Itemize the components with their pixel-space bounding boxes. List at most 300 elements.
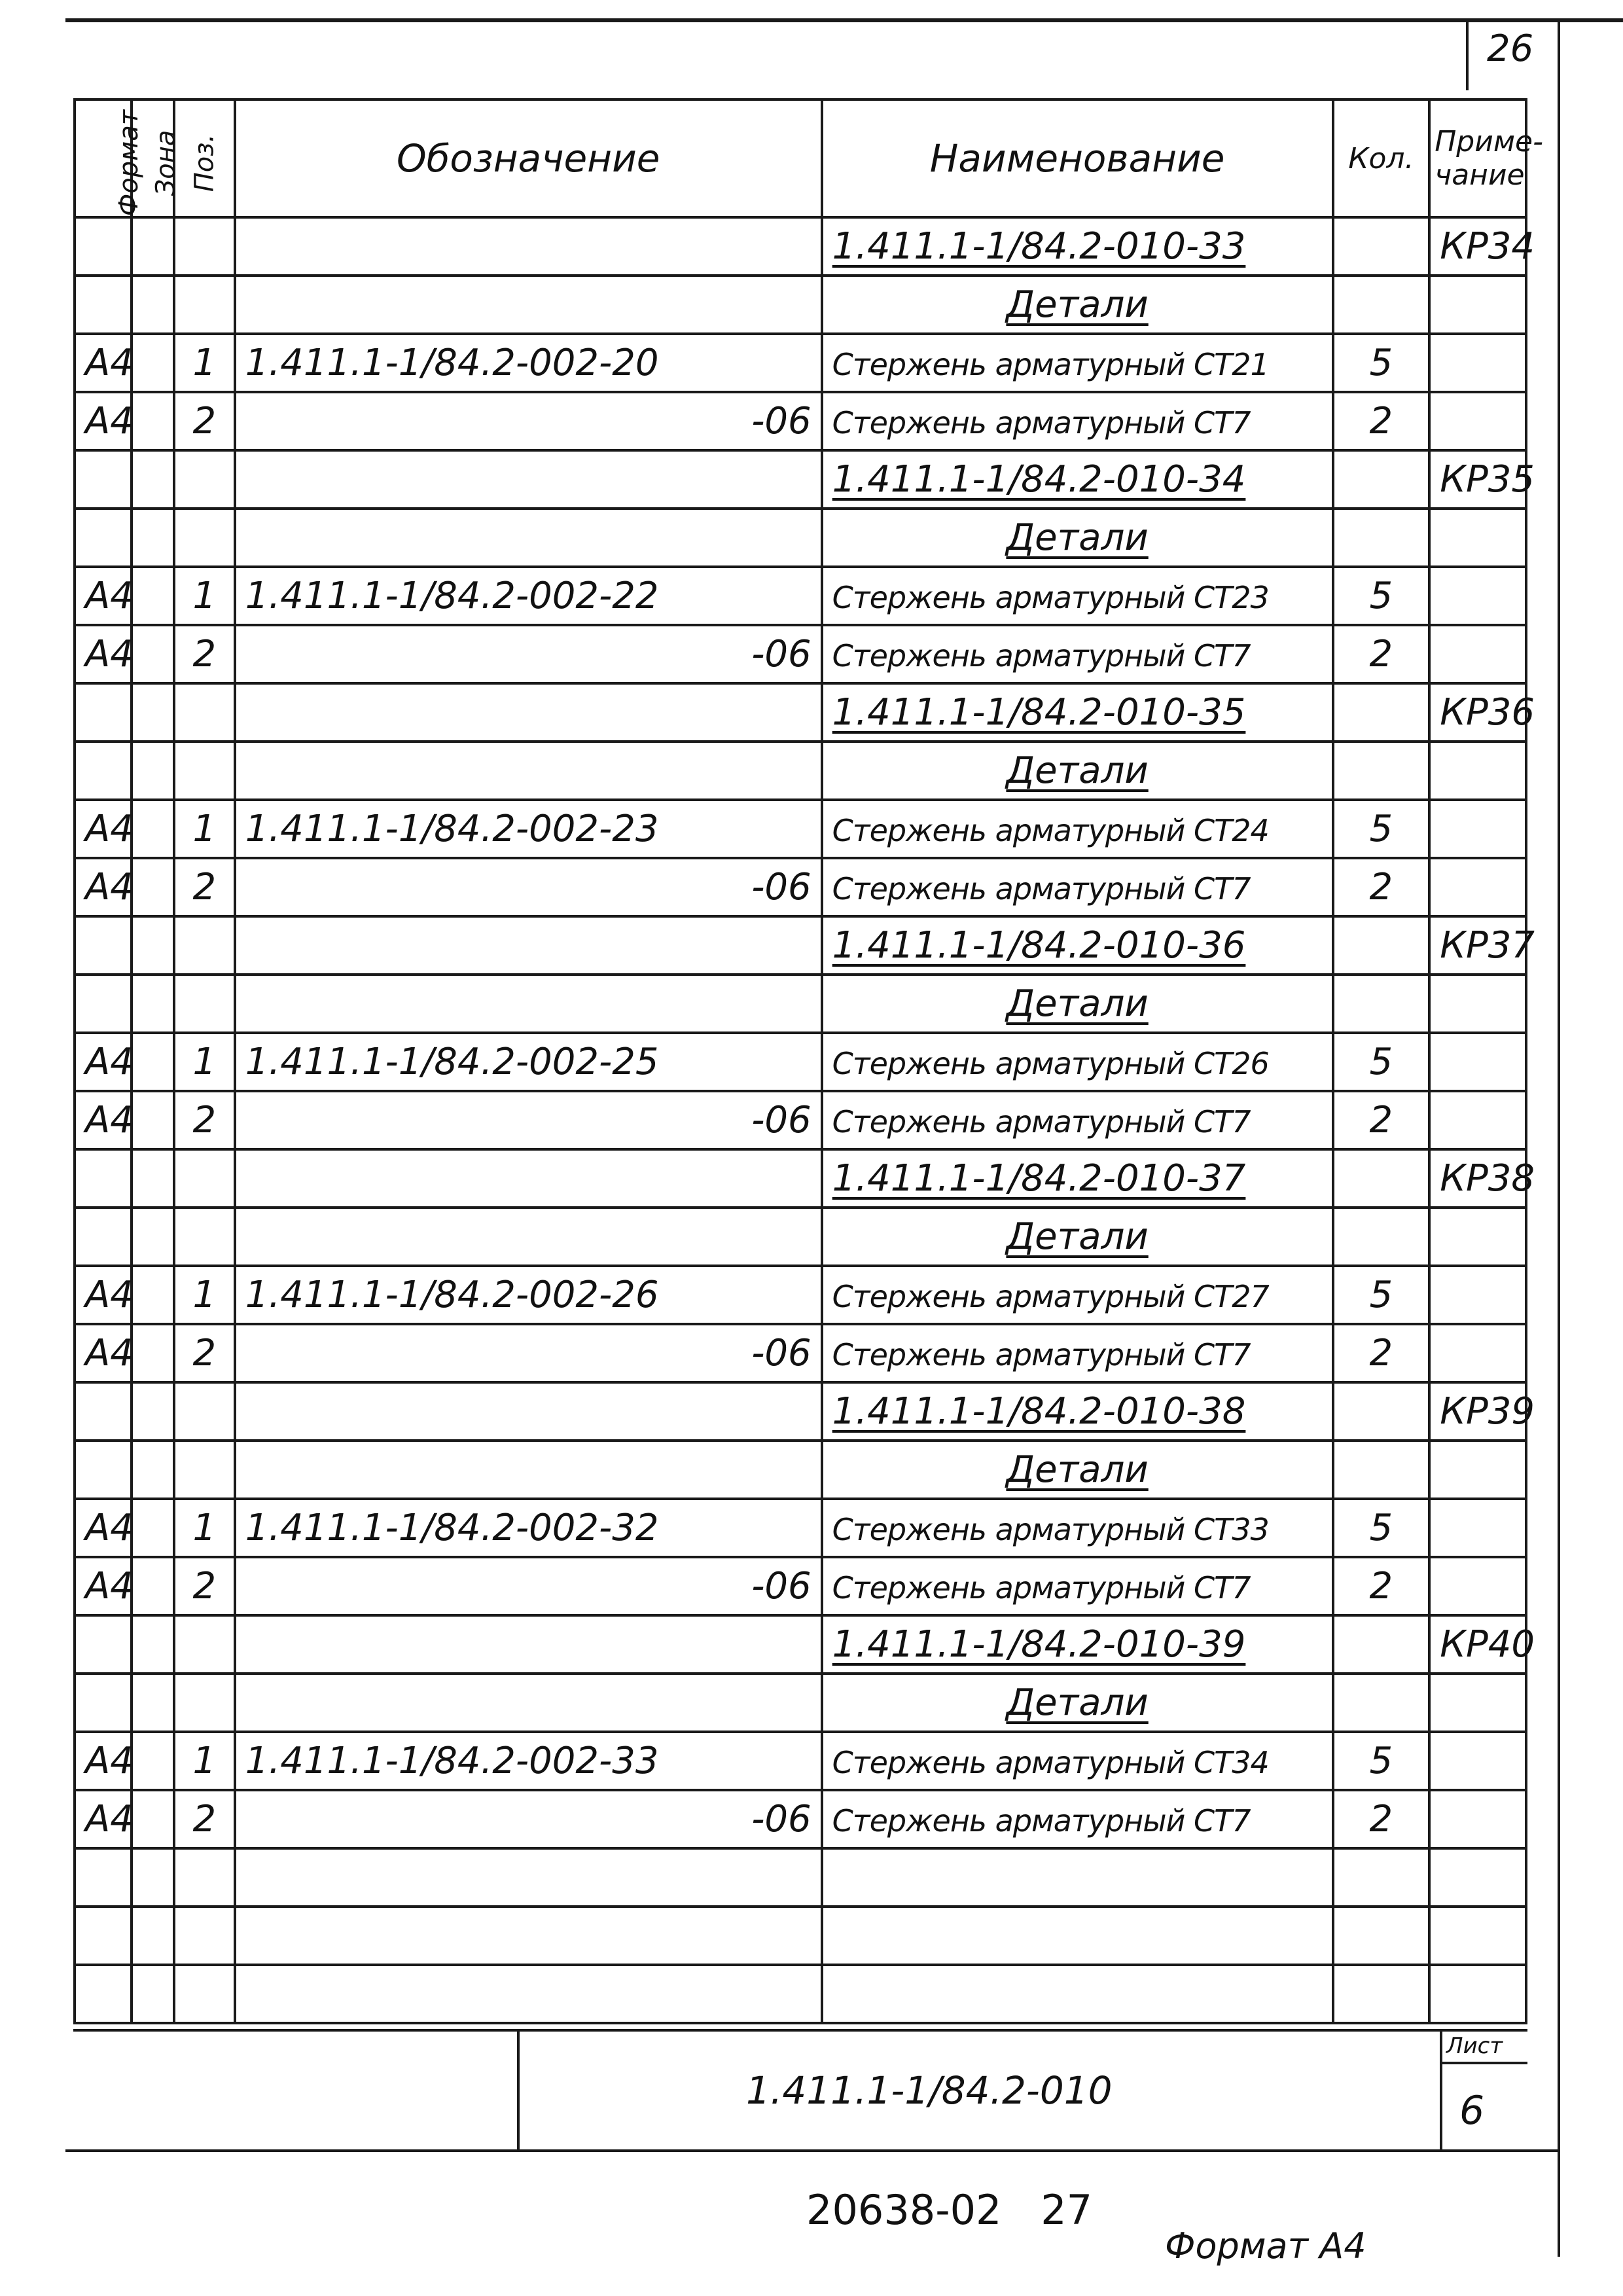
cell-name (822, 975, 1333, 1033)
cell-note (1429, 334, 1526, 392)
cell-note (1429, 1324, 1526, 1382)
cell-qty (1333, 509, 1430, 567)
cell-qty (1333, 1441, 1430, 1499)
item-name: Стержень арматурный СТ21 (832, 347, 1269, 382)
cell-note (1429, 276, 1526, 334)
document-reference: 1.411.1-1/84.2-010-35 (832, 691, 1246, 734)
title-block-sheet-label: Лист (1446, 2033, 1503, 2059)
cell-designation (235, 975, 822, 1033)
table-row (75, 858, 1526, 916)
table-row (75, 1848, 1526, 1907)
header-note: Приме-чание (1429, 99, 1526, 217)
table-row (75, 1324, 1526, 1382)
cell-designation (235, 1848, 822, 1907)
cell-zone (132, 1324, 174, 1382)
cell-format: А4 (75, 392, 132, 450)
cell-pos (174, 1382, 235, 1441)
item-name: Стержень арматурный СТ7 (832, 1337, 1251, 1372)
cell-name (822, 276, 1333, 334)
cell-qty: 5 (1333, 1732, 1430, 1790)
cell-format (75, 683, 132, 742)
table-row (75, 1674, 1526, 1732)
cell-pos: 1 (174, 1732, 235, 1790)
cell-note (1429, 1091, 1526, 1149)
cell-format: А4 (75, 567, 132, 625)
cell-note (1429, 1557, 1526, 1615)
cell-note (1429, 858, 1526, 916)
cell-qty: 2 (1333, 858, 1430, 916)
cell-name (822, 800, 1333, 858)
cell-zone (132, 450, 174, 509)
cell-zone (132, 1266, 174, 1324)
item-name: Стержень арматурный СТ7 (832, 1570, 1251, 1605)
cell-format (75, 509, 132, 567)
cell-zone (132, 1790, 174, 1848)
cell-designation (235, 683, 822, 742)
table-row (75, 217, 1526, 276)
cell-format (75, 1615, 132, 1674)
cell-note (1429, 625, 1526, 683)
cell-zone (132, 217, 174, 276)
table-row (75, 1499, 1526, 1557)
cell-designation: 1.411.1-1/84.2-002-25 (235, 1033, 822, 1091)
table-row (75, 1208, 1526, 1266)
cell-pos (174, 1965, 235, 2023)
table-row (75, 1790, 1526, 1848)
cell-format: А4 (75, 1266, 132, 1324)
cell-pos (174, 217, 235, 276)
cell-name (822, 1732, 1333, 1790)
title-block-sheet-number: 6 (1459, 2088, 1485, 2134)
cell-zone (132, 1732, 174, 1790)
cell-note: КР34 (1429, 217, 1526, 276)
table-row (75, 742, 1526, 800)
table-row (75, 1907, 1526, 1965)
cell-format (75, 276, 132, 334)
cell-designation (235, 1149, 822, 1208)
cell-format: А4 (75, 625, 132, 683)
table-row (75, 1732, 1526, 1790)
cell-pos: 2 (174, 1324, 235, 1382)
cell-qty: 2 (1333, 625, 1430, 683)
cell-qty (1333, 1848, 1430, 1907)
item-name: Стержень арматурный СТ34 (832, 1745, 1269, 1780)
header-designation: Обозначение (235, 99, 822, 217)
cell-format (75, 1149, 132, 1208)
cell-pos: 1 (174, 1266, 235, 1324)
title-block-sheet-divider (1440, 2029, 1442, 2149)
table-row (75, 1149, 1526, 1208)
cell-name (822, 625, 1333, 683)
cell-designation (235, 1965, 822, 2023)
section-heading: Детали (1006, 982, 1149, 1025)
page-number-box-left (1466, 18, 1469, 90)
section-heading: Детали (1006, 283, 1149, 326)
item-name: Стержень арматурный СТ23 (832, 580, 1269, 615)
cell-qty: 2 (1333, 1324, 1430, 1382)
cell-format (75, 1382, 132, 1441)
cell-note (1429, 567, 1526, 625)
cell-note: КР36 (1429, 683, 1526, 742)
cell-qty (1333, 1907, 1430, 1965)
cell-zone (132, 1557, 174, 1615)
cell-designation (235, 217, 822, 276)
cell-name (822, 1149, 1333, 1208)
cell-note: КР39 (1429, 1382, 1526, 1441)
cell-name (822, 1208, 1333, 1266)
cell-qty (1333, 916, 1430, 975)
cell-format: А4 (75, 800, 132, 858)
item-name: Стержень арматурный СТ26 (832, 1046, 1269, 1081)
cell-zone (132, 1382, 174, 1441)
cell-name (822, 334, 1333, 392)
cell-pos: 2 (174, 625, 235, 683)
header-qty: Кол. (1333, 99, 1430, 217)
cell-zone (132, 334, 174, 392)
table-row (75, 392, 1526, 450)
cell-name (822, 1382, 1333, 1441)
cell-name (822, 567, 1333, 625)
cell-zone (132, 1441, 174, 1499)
cell-zone (132, 742, 174, 800)
cell-note (1429, 1848, 1526, 1907)
cell-zone (132, 858, 174, 916)
cell-format (75, 1848, 132, 1907)
cell-designation: -06 (235, 1557, 822, 1615)
cell-zone (132, 916, 174, 975)
cell-note: КР35 (1429, 450, 1526, 509)
cell-name (822, 450, 1333, 509)
cell-zone (132, 276, 174, 334)
cell-designation (235, 276, 822, 334)
cell-name (822, 916, 1333, 975)
cell-zone (132, 1149, 174, 1208)
item-name: Стержень арматурный СТ27 (832, 1279, 1269, 1314)
cell-note (1429, 975, 1526, 1033)
cell-designation: 1.411.1-1/84.2-002-20 (235, 334, 822, 392)
table-row (75, 450, 1526, 509)
cell-qty: 2 (1333, 1557, 1430, 1615)
section-heading: Детали (1006, 1681, 1149, 1724)
cell-qty (1333, 1965, 1430, 2023)
title-block-top-line (73, 2029, 1527, 2032)
table-row (75, 1033, 1526, 1091)
cell-designation: -06 (235, 1324, 822, 1382)
cell-pos: 2 (174, 1557, 235, 1615)
cell-name (822, 742, 1333, 800)
item-name: Стержень арматурный СТ24 (832, 813, 1269, 848)
cell-note (1429, 509, 1526, 567)
cell-note (1429, 1790, 1526, 1848)
document-reference: 1.411.1-1/84.2-010-33 (832, 225, 1246, 268)
item-name: Стержень арматурный СТ7 (832, 1104, 1251, 1139)
cell-format: А4 (75, 1557, 132, 1615)
cell-pos (174, 1208, 235, 1266)
cell-designation: -06 (235, 392, 822, 450)
table-row (75, 567, 1526, 625)
cell-qty (1333, 1149, 1430, 1208)
cell-format: А4 (75, 1732, 132, 1790)
cell-note (1429, 392, 1526, 450)
cell-note (1429, 1441, 1526, 1499)
cell-note (1429, 800, 1526, 858)
cell-note (1429, 742, 1526, 800)
cell-note (1429, 1732, 1526, 1790)
cell-name (822, 1848, 1333, 1907)
cell-pos: 1 (174, 1499, 235, 1557)
cell-name (822, 1091, 1333, 1149)
cell-zone (132, 567, 174, 625)
cell-qty (1333, 975, 1430, 1033)
specification-body (75, 217, 1535, 2023)
cell-pos: 2 (174, 392, 235, 450)
document-reference: 1.411.1-1/84.2-010-39 (832, 1623, 1246, 1666)
top-frame-line (65, 18, 1623, 22)
cell-note: КР37 (1429, 916, 1526, 975)
section-heading: Детали (1006, 749, 1149, 792)
cell-qty (1333, 1674, 1430, 1732)
cell-pos (174, 1615, 235, 1674)
cell-name (822, 392, 1333, 450)
cell-qty: 2 (1333, 1790, 1430, 1848)
table-row (75, 1557, 1526, 1615)
cell-name (822, 1499, 1333, 1557)
cell-designation (235, 1382, 822, 1441)
cell-designation (235, 450, 822, 509)
cell-format (75, 1907, 132, 1965)
cell-format: А4 (75, 1790, 132, 1848)
archive-code: 20638-02 27 (806, 2186, 1093, 2234)
cell-qty: 5 (1333, 567, 1430, 625)
cell-designation (235, 1674, 822, 1732)
cell-designation: -06 (235, 858, 822, 916)
cell-zone (132, 1615, 174, 1674)
cell-pos: 1 (174, 800, 235, 858)
cell-note (1429, 1674, 1526, 1732)
cell-name (822, 683, 1333, 742)
cell-designation: -06 (235, 1790, 822, 1848)
cell-qty (1333, 1615, 1430, 1674)
cell-designation: -06 (235, 1091, 822, 1149)
cell-qty: 2 (1333, 392, 1430, 450)
cell-zone (132, 1674, 174, 1732)
footer-format: Формат А4 (1165, 2225, 1366, 2267)
cell-pos (174, 742, 235, 800)
cell-zone (132, 800, 174, 858)
cell-note (1429, 1499, 1526, 1557)
cell-qty: 2 (1333, 1091, 1430, 1149)
header-format: Формат (75, 99, 132, 217)
cell-name (822, 1790, 1333, 1848)
header-pos: Поз. (174, 99, 235, 217)
table-row (75, 625, 1526, 683)
table-row (75, 1266, 1526, 1324)
cell-pos (174, 276, 235, 334)
cell-note (1429, 1208, 1526, 1266)
cell-designation: 1.411.1-1/84.2-002-26 (235, 1266, 822, 1324)
cell-zone (132, 1033, 174, 1091)
cell-pos (174, 1674, 235, 1732)
cell-pos (174, 509, 235, 567)
table-row (75, 1615, 1526, 1674)
cell-pos (174, 450, 235, 509)
cell-name (822, 1615, 1333, 1674)
cell-designation: 1.411.1-1/84.2-002-23 (235, 800, 822, 858)
cell-designation (235, 1615, 822, 1674)
cell-designation: 1.411.1-1/84.2-002-22 (235, 567, 822, 625)
item-name: Стержень арматурный СТ7 (832, 1803, 1251, 1839)
header-zone: Зона (132, 99, 174, 217)
cell-qty (1333, 450, 1430, 509)
cell-note: КР40 (1429, 1615, 1526, 1674)
cell-format: А4 (75, 1324, 132, 1382)
cell-qty: 5 (1333, 1499, 1430, 1557)
cell-zone (132, 683, 174, 742)
table-row (75, 276, 1526, 334)
cell-designation: -06 (235, 625, 822, 683)
cell-name (822, 1266, 1333, 1324)
table-row (75, 1441, 1526, 1499)
cell-name (822, 1557, 1333, 1615)
title-block-sheet-label-line (1440, 2062, 1527, 2064)
cell-format (75, 742, 132, 800)
specification-table (73, 98, 1543, 2024)
item-name: Стержень арматурный СТ7 (832, 638, 1251, 673)
item-name: Стержень арматурный СТ7 (832, 405, 1251, 440)
header-name: Наименование (822, 99, 1333, 217)
table-row (75, 683, 1526, 742)
cell-format (75, 1965, 132, 2023)
cell-zone (132, 1499, 174, 1557)
section-heading: Детали (1006, 1215, 1149, 1258)
table-row (75, 1091, 1526, 1149)
cell-format: А4 (75, 1091, 132, 1149)
cell-qty (1333, 217, 1430, 276)
cell-note: КР38 (1429, 1149, 1526, 1208)
cell-name (822, 858, 1333, 916)
cell-designation (235, 916, 822, 975)
cell-designation: 1.411.1-1/84.2-002-32 (235, 1499, 822, 1557)
cell-name (822, 1907, 1333, 1965)
cell-qty (1333, 1208, 1430, 1266)
cell-pos: 2 (174, 858, 235, 916)
cell-zone (132, 1965, 174, 2023)
cell-format (75, 916, 132, 975)
cell-format: А4 (75, 858, 132, 916)
cell-format (75, 1441, 132, 1499)
cell-note (1429, 1033, 1526, 1091)
item-name: Стержень арматурный СТ33 (832, 1512, 1269, 1547)
cell-designation (235, 509, 822, 567)
cell-name (822, 1324, 1333, 1382)
section-heading: Детали (1006, 1448, 1149, 1491)
cell-zone (132, 509, 174, 567)
cell-note (1429, 1266, 1526, 1324)
cell-zone (132, 1091, 174, 1149)
right-frame-line (1558, 18, 1560, 2257)
cell-format (75, 450, 132, 509)
cell-name (822, 1965, 1333, 2023)
table-row (75, 334, 1526, 392)
cell-name (822, 1441, 1333, 1499)
cell-note (1429, 1907, 1526, 1965)
cell-zone (132, 392, 174, 450)
cell-pos (174, 975, 235, 1033)
cell-designation (235, 1907, 822, 1965)
cell-name (822, 1674, 1333, 1732)
cell-format (75, 1208, 132, 1266)
title-block-divider (517, 2029, 520, 2149)
cell-note (1429, 1965, 1526, 2023)
table-row (75, 1382, 1526, 1441)
cell-zone (132, 1208, 174, 1266)
table-row (75, 916, 1526, 975)
cell-qty (1333, 683, 1430, 742)
table-row (75, 800, 1526, 858)
cell-qty: 5 (1333, 800, 1430, 858)
cell-zone (132, 975, 174, 1033)
cell-pos: 2 (174, 1091, 235, 1149)
document-reference: 1.411.1-1/84.2-010-37 (832, 1157, 1246, 1200)
cell-format: А4 (75, 1499, 132, 1557)
cell-designation (235, 1208, 822, 1266)
document-reference: 1.411.1-1/84.2-010-34 (832, 458, 1246, 501)
document-reference: 1.411.1-1/84.2-010-36 (832, 924, 1246, 967)
cell-name (822, 1033, 1333, 1091)
cell-pos (174, 916, 235, 975)
cell-zone (132, 1848, 174, 1907)
bottom-frame-line (65, 2149, 1560, 2152)
section-heading: Детали (1006, 516, 1149, 559)
cell-name (822, 509, 1333, 567)
title-block-code: 1.411.1-1/84.2-010 (746, 2068, 1113, 2113)
cell-designation (235, 1441, 822, 1499)
cell-qty: 5 (1333, 334, 1430, 392)
document-reference: 1.411.1-1/84.2-010-38 (832, 1390, 1246, 1433)
page-number: 26 (1487, 27, 1534, 70)
cell-format (75, 217, 132, 276)
cell-pos (174, 683, 235, 742)
table-row (75, 509, 1526, 567)
cell-format: А4 (75, 1033, 132, 1091)
cell-pos: 1 (174, 334, 235, 392)
cell-pos (174, 1441, 235, 1499)
cell-pos (174, 1848, 235, 1907)
cell-pos (174, 1149, 235, 1208)
archive-num: 27 (1041, 2186, 1093, 2234)
table-row (75, 1965, 1526, 2023)
cell-pos (174, 1907, 235, 1965)
cell-zone (132, 625, 174, 683)
cell-qty (1333, 1382, 1430, 1441)
cell-name (822, 217, 1333, 276)
cell-pos: 2 (174, 1790, 235, 1848)
cell-pos: 1 (174, 567, 235, 625)
cell-zone (132, 1907, 174, 1965)
cell-qty (1333, 742, 1430, 800)
table-row (75, 975, 1526, 1033)
cell-format (75, 1674, 132, 1732)
cell-qty: 5 (1333, 1033, 1430, 1091)
cell-format (75, 975, 132, 1033)
cell-designation (235, 742, 822, 800)
item-name: Стержень арматурный СТ7 (832, 871, 1251, 906)
header-row (75, 99, 1526, 217)
cell-format: А4 (75, 334, 132, 392)
cell-qty: 5 (1333, 1266, 1430, 1324)
cell-designation: 1.411.1-1/84.2-002-33 (235, 1732, 822, 1790)
cell-qty (1333, 276, 1430, 334)
